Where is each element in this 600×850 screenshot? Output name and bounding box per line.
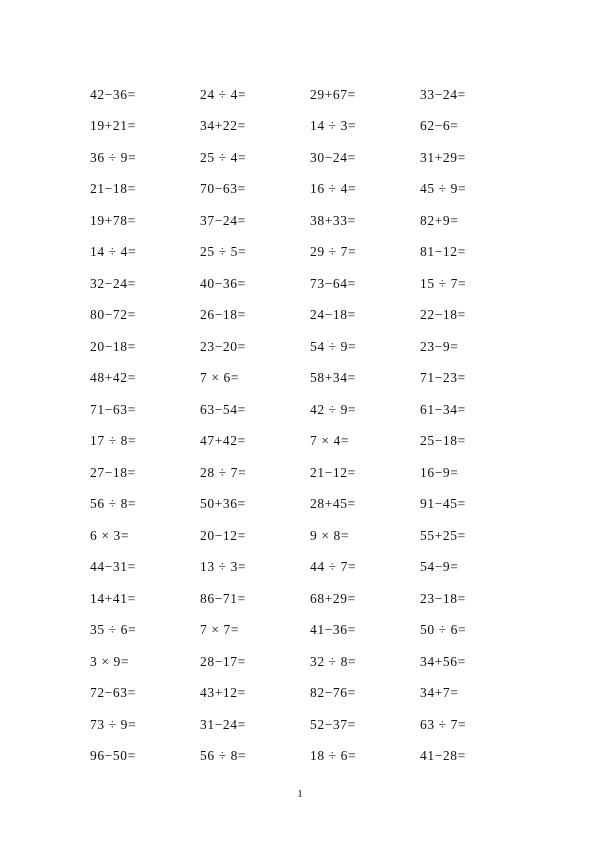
math-problem: 13 ÷ 3=	[200, 559, 247, 575]
math-problem: 29 ÷ 7=	[310, 244, 357, 260]
math-problem: 25−18=	[420, 433, 466, 449]
math-problem: 33−24=	[420, 86, 466, 102]
problem-row	[90, 300, 530, 332]
math-problem: 27−18=	[90, 464, 136, 480]
math-problem: 19+78=	[90, 212, 136, 228]
problem-row	[90, 111, 530, 143]
problem-row	[90, 174, 530, 206]
math-problem: 42−36=	[90, 86, 136, 102]
problem-row	[90, 709, 530, 741]
problem-row	[90, 615, 530, 647]
problem-row	[90, 552, 530, 584]
math-problem: 25 ÷ 4=	[200, 149, 247, 165]
math-problem: 42 ÷ 9=	[310, 401, 357, 417]
math-problem: 23−9=	[420, 338, 459, 354]
math-problem: 40−36=	[200, 275, 246, 291]
math-problem: 26−18=	[200, 307, 246, 323]
math-problem: 62−6=	[420, 118, 459, 134]
math-problem: 73 ÷ 9=	[90, 716, 137, 732]
math-problem: 45 ÷ 9=	[420, 181, 467, 197]
problem-row	[90, 583, 530, 615]
math-problem: 6 × 3=	[90, 527, 130, 543]
math-problem: 82+9=	[420, 212, 459, 228]
math-problem: 17 ÷ 8=	[90, 433, 137, 449]
math-problem: 28+45=	[310, 496, 356, 512]
problem-row	[90, 394, 530, 426]
math-problem: 63 ÷ 7=	[420, 716, 467, 732]
math-problem: 96−50=	[90, 748, 136, 764]
math-problem: 7 × 6=	[200, 370, 240, 386]
math-problem: 34+56=	[420, 653, 466, 669]
math-problem: 32 ÷ 8=	[310, 653, 357, 669]
math-problem: 28 ÷ 7=	[200, 464, 247, 480]
math-problem: 61−34=	[420, 401, 466, 417]
math-problem: 7 × 4=	[310, 433, 350, 449]
math-problem: 34+22=	[200, 118, 246, 134]
math-problem: 14 ÷ 4=	[90, 244, 137, 260]
math-problem: 9 × 8=	[310, 527, 350, 543]
math-problem: 71−63=	[90, 401, 136, 417]
math-problem: 15 ÷ 7=	[420, 275, 467, 291]
math-problem: 41−28=	[420, 748, 466, 764]
math-problem: 80−72=	[90, 307, 136, 323]
math-problem: 71−23=	[420, 370, 466, 386]
math-problem: 24 ÷ 4=	[200, 86, 247, 102]
math-problem: 24−18=	[310, 307, 356, 323]
problem-row	[90, 331, 530, 363]
page-number: 1	[297, 788, 303, 800]
math-problem: 7 × 7=	[200, 622, 240, 638]
problem-row	[90, 142, 530, 174]
math-problem: 50+36=	[200, 496, 246, 512]
math-problem: 22−18=	[420, 307, 466, 323]
math-problem: 56 ÷ 8=	[90, 496, 137, 512]
math-problem: 41−36=	[310, 622, 356, 638]
arithmetic-worksheet	[90, 79, 530, 772]
math-problem: 70−63=	[200, 181, 246, 197]
math-problem: 21−12=	[310, 464, 356, 480]
math-problem: 82−76=	[310, 685, 356, 701]
problem-row	[90, 489, 530, 521]
math-problem: 23−20=	[200, 338, 246, 354]
math-problem: 23−18=	[420, 590, 466, 606]
math-problem: 19+21=	[90, 118, 136, 134]
math-problem: 81−12=	[420, 244, 466, 260]
math-problem: 68+29=	[310, 590, 356, 606]
math-problem: 38+33=	[310, 212, 356, 228]
problem-row	[90, 741, 530, 773]
math-problem: 31+29=	[420, 149, 466, 165]
math-problem: 44 ÷ 7=	[310, 559, 357, 575]
math-problem: 63−54=	[200, 401, 246, 417]
math-problem: 54−9=	[420, 559, 459, 575]
math-problem: 16−9=	[420, 464, 459, 480]
math-problem: 73−64=	[310, 275, 356, 291]
math-problem: 25 ÷ 5=	[200, 244, 247, 260]
math-problem: 29+67=	[310, 86, 356, 102]
math-problem: 18 ÷ 6=	[310, 748, 357, 764]
math-problem: 86−71=	[200, 590, 246, 606]
math-problem: 30−24=	[310, 149, 356, 165]
problem-row	[90, 678, 530, 710]
problem-row	[90, 426, 530, 458]
math-problem: 91−45=	[420, 496, 466, 512]
problem-row	[90, 205, 530, 237]
math-problem: 52−37=	[310, 716, 356, 732]
problem-row	[90, 457, 530, 489]
math-problem: 20−18=	[90, 338, 136, 354]
math-problem: 3 × 9=	[90, 653, 130, 669]
math-problem: 20−12=	[200, 527, 246, 543]
math-problem: 28−17=	[200, 653, 246, 669]
math-problem: 43+12=	[200, 685, 246, 701]
math-problem: 58+34=	[310, 370, 356, 386]
problem-row	[90, 237, 530, 269]
math-problem: 50 ÷ 6=	[420, 622, 467, 638]
math-problem: 54 ÷ 9=	[310, 338, 357, 354]
math-problem: 44−31=	[90, 559, 136, 575]
math-problem: 36 ÷ 9=	[90, 149, 137, 165]
problem-row	[90, 646, 530, 678]
problem-row	[90, 79, 530, 111]
math-problem: 72−63=	[90, 685, 136, 701]
math-problem: 47+42=	[200, 433, 246, 449]
math-problem: 34+7=	[420, 685, 459, 701]
math-problem: 14+41=	[90, 590, 136, 606]
math-problem: 48+42=	[90, 370, 136, 386]
math-problem: 14 ÷ 3=	[310, 118, 357, 134]
math-problem: 35 ÷ 6=	[90, 622, 137, 638]
problem-row	[90, 520, 530, 552]
math-problem: 37−24=	[200, 212, 246, 228]
math-problem: 32−24=	[90, 275, 136, 291]
math-problem: 55+25=	[420, 527, 466, 543]
math-problem: 16 ÷ 4=	[310, 181, 357, 197]
math-problem: 56 ÷ 8=	[200, 748, 247, 764]
math-problem: 31−24=	[200, 716, 246, 732]
problem-row	[90, 268, 530, 300]
problem-row	[90, 363, 530, 395]
math-problem: 21−18=	[90, 181, 136, 197]
